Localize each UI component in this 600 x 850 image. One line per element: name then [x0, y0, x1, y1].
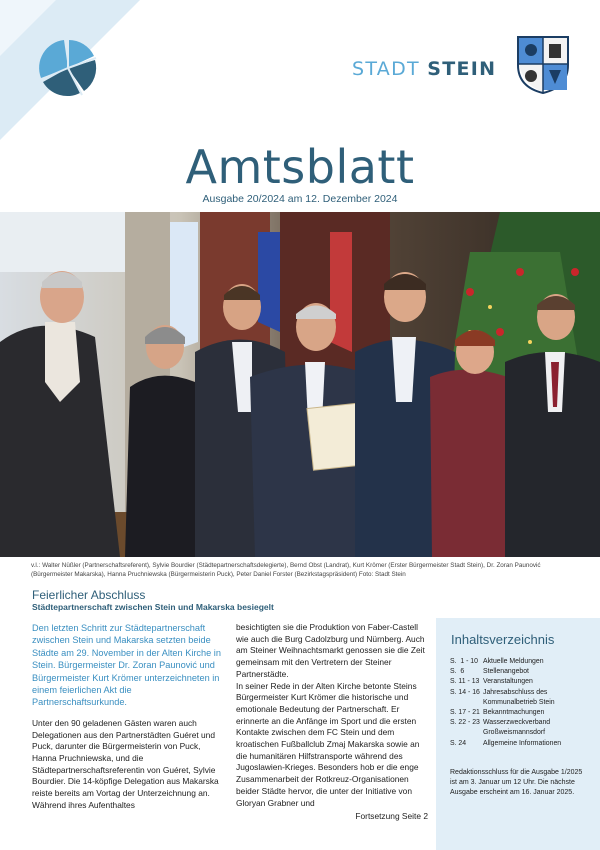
toc-pages: S. 6 — [450, 668, 465, 676]
toc-title: Inhaltsverzeichnis — [451, 632, 555, 647]
issue-line: Ausgabe 20/2024 am 12. Dezember 2024 — [202, 193, 398, 205]
article-lead: Den letzten Schritt zur Städtepartnerschaft zwischen Stein und Makarska setzten beide Städte am 29. November in der Alten Kirche in Stein. Bürgermeister Dr. Zoran Paunović und Bürgermeister Kurt Krömer unterzeichneten in einem feierlichen Akt die Partnerschaftsurkunde. — [32, 623, 221, 708]
toc-item[interactable] — [450, 739, 600, 749]
article-subtitle: Städtepartnerschaft zwischen Stein und Makarska besiegelt — [32, 602, 274, 612]
toc-pages: S. 22 - 23 — [450, 719, 480, 727]
table-of-contents-box — [436, 618, 600, 850]
continued-link[interactable]: Fortsetzung Seite 2 — [355, 811, 428, 822]
toc-topic: Aktuelle Meldungen — [483, 658, 544, 665]
brand-light: STADT — [352, 58, 420, 80]
toc-item[interactable] — [450, 718, 600, 738]
toc-topic: Bekanntmachungen — [483, 709, 545, 717]
toc-topic: Stellenangebot — [483, 668, 529, 676]
article-body-part-2: besichtigten sie die Produktion von Faber-Castell wie auch die Burg Cadolzburg und Nürnberg. Auch am Steiner Weihnachtsmarkt genossen sie die Zeit gemeinsam mit den Vertretern der Steiner Partnerstädte. — [236, 622, 425, 679]
toc-pages: S. 24 — [450, 739, 467, 747]
toc-item[interactable] — [450, 708, 600, 718]
article-body-part-3: In seiner Rede in der Alten Kirche betonte Steins Bürgermeister Kurt Krömer die historische und emotionale Bedeutung der Partnerschaft. Er erinnerte an die Anfänge im Sport und die ersten Kontakte zwischen dem FC Stein und dem kroatischen Fußballclub Zmaj Makarska sowie an die humanitären Hilfstransporte während des Jugoslawien-Krieges. Besonders hob er die enge Zusammenarbeit der Rotkreuz-Organisationen beider Städte hervor, die unter der Initiative von Gloryan Grabner und — [236, 680, 420, 808]
toc-item[interactable] — [450, 657, 600, 667]
city-coat-of-arms-icon — [516, 35, 570, 95]
editorial-deadline: Redaktionsschluss für die Ausgabe 1/2025 ist am 3. Januar um 12 Uhr. Die nächste Ausgabe erscheint am 16. Januar 2025. — [450, 769, 583, 796]
toc-item[interactable] — [450, 677, 600, 687]
toc-list — [450, 657, 600, 749]
article-column-2 — [236, 622, 428, 823]
toc-pages: S. 14 - 16 — [450, 688, 480, 696]
brand-bold: STEIN — [427, 58, 497, 80]
toc-topic: Jahresabschluss des Kommunalbetrieb Stein — [483, 688, 555, 706]
city-brand — [352, 58, 496, 80]
article-body-part-1: Unter den 90 geladenen Gästen waren auch Delegationen aus den Partnerstädten Guéret und Puck, darunter die Bürgermeisterin von Puck, Hanna Pruchniewska, und die Städtepartnerschaftsreferentin von Guéret, Sylvie Bourdier. Die 14-köpfige Delegation aus Makarska reiste bereits am Vortag der Unterzeichnung an. Während ihres Aufenthaltes — [32, 717, 219, 810]
toc-pages: S. 17 - 21 — [450, 709, 480, 717]
toc-item[interactable] — [450, 667, 600, 677]
toc-item[interactable] — [450, 688, 600, 708]
toc-topic: Wasserzweckverband Großweismannsdorf — [483, 719, 551, 737]
toc-pages: S. 1 - 10 — [450, 658, 478, 665]
article-column-1 — [32, 622, 222, 811]
photo-caption: v.l.: Walter Nüßler (Partnerschaftsreferent), Sylvie Bourdier (Städtepartnerschaftsdelegierte), Bernd Obst (Landrat), Kurt Krömer (Erster Bürgermeister Stadt Stein), Dr. Zoran Paunović (Bürgermeister Makarska), Hanna Pruchniewska (Bürgermeisterin Puck), Peter Daniel Forster (Bezirkstagspräsident) Foto: Stadt Stein — [31, 562, 541, 578]
toc-pages: S. 11 - 13 — [450, 678, 480, 686]
article-title: Feierlicher Abschluss — [32, 588, 146, 602]
toc-topic: Allgemeine Informationen — [483, 739, 562, 747]
group-photo — [0, 212, 600, 557]
pie-circle-logo-icon — [0, 0, 140, 140]
toc-topic: Veranstaltungen — [483, 678, 533, 686]
page-title: Amtsblatt — [185, 140, 415, 194]
